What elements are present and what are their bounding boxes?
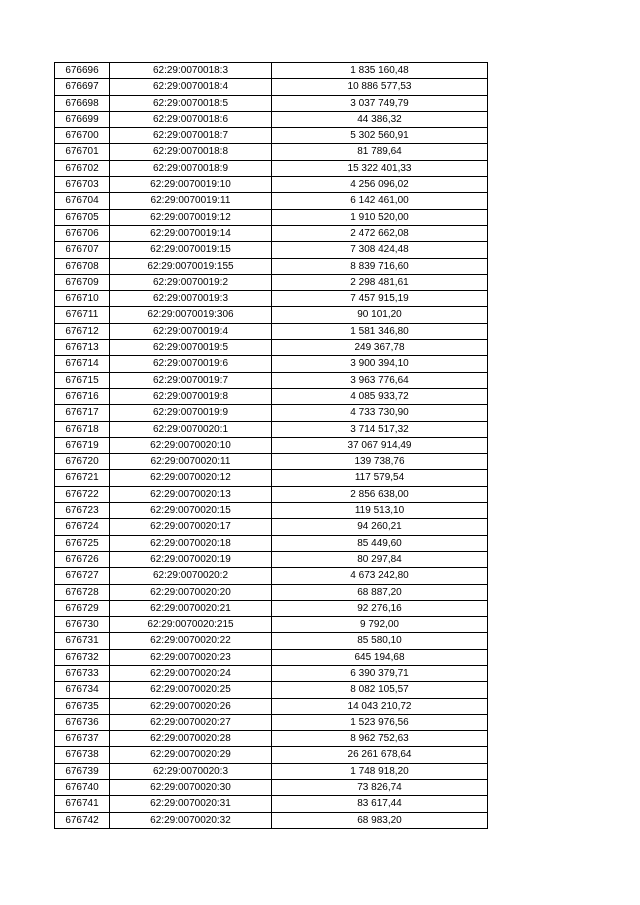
cadastral-number-cell: 62:29:0070019:4 (110, 323, 272, 339)
table-row (55, 177, 488, 193)
cadastral-value-cell: 80 297,84 (272, 551, 488, 567)
table-row (55, 470, 488, 486)
cadastral-number-cell: 62:29:0070019:7 (110, 372, 272, 388)
cadastral-number-cell: 62:29:0070018:8 (110, 144, 272, 160)
cadastral-value-cell: 15 322 401,33 (272, 160, 488, 176)
table-row (55, 79, 488, 95)
cadastral-value-cell: 1 835 160,48 (272, 63, 488, 79)
table-row (55, 486, 488, 502)
table-row (55, 356, 488, 372)
table-row (55, 144, 488, 160)
row-number-cell: 676739 (55, 763, 110, 779)
table-row (55, 388, 488, 404)
cadastral-value-cell: 85 580,10 (272, 633, 488, 649)
cadastral-value-cell: 2 856 638,00 (272, 486, 488, 502)
cadastral-value-cell: 9 792,00 (272, 617, 488, 633)
cadastral-number-cell: 62:29:0070018:7 (110, 128, 272, 144)
row-number-cell: 676709 (55, 274, 110, 290)
table-row (55, 111, 488, 127)
row-number-cell: 676741 (55, 796, 110, 812)
table-row (55, 372, 488, 388)
cadastral-number-cell: 62:29:0070019:155 (110, 258, 272, 274)
row-number-cell: 676728 (55, 584, 110, 600)
cadastral-value-cell: 26 261 678,64 (272, 747, 488, 763)
cadastral-value-cell: 6 142 461,00 (272, 193, 488, 209)
cadastral-number-cell: 62:29:0070020:2 (110, 568, 272, 584)
table-row (55, 421, 488, 437)
cadastral-value-cell: 6 390 379,71 (272, 665, 488, 681)
table-row (55, 519, 488, 535)
row-number-cell: 676737 (55, 731, 110, 747)
cadastral-number-cell: 62:29:0070020:19 (110, 551, 272, 567)
table-row (55, 600, 488, 616)
table-row (55, 796, 488, 812)
row-number-cell: 676718 (55, 421, 110, 437)
cadastral-number-cell: 62:29:0070020:3 (110, 763, 272, 779)
row-number-cell: 676727 (55, 568, 110, 584)
cadastral-number-cell: 62:29:0070020:13 (110, 486, 272, 502)
table-row (55, 323, 488, 339)
cadastral-number-cell: 62:29:0070020:12 (110, 470, 272, 486)
table-row (55, 340, 488, 356)
row-number-cell: 676736 (55, 714, 110, 730)
cadastral-value-cell: 3 037 749,79 (272, 95, 488, 111)
cadastral-number-cell: 62:29:0070020:30 (110, 780, 272, 796)
cadastral-number-cell: 62:29:0070020:27 (110, 714, 272, 730)
row-number-cell: 676707 (55, 242, 110, 258)
cadastral-value-cell: 94 260,21 (272, 519, 488, 535)
row-number-cell: 676735 (55, 698, 110, 714)
cadastral-value-cell: 44 386,32 (272, 111, 488, 127)
table-row (55, 617, 488, 633)
cadastral-number-cell: 62:29:0070020:22 (110, 633, 272, 649)
cadastral-value-cell: 68 983,20 (272, 812, 488, 828)
cadastral-number-cell: 62:29:0070019:306 (110, 307, 272, 323)
cadastral-value-cell: 8 962 752,63 (272, 731, 488, 747)
cadastral-value-cell: 85 449,60 (272, 535, 488, 551)
cadastral-number-cell: 62:29:0070020:10 (110, 437, 272, 453)
cadastral-value-cell: 1 910 520,00 (272, 209, 488, 225)
table-row (55, 535, 488, 551)
cadastral-value-cell: 3 900 394,10 (272, 356, 488, 372)
row-number-cell: 676702 (55, 160, 110, 176)
cadastral-value-cell: 119 513,10 (272, 503, 488, 519)
cadastral-value-cell: 2 298 481,61 (272, 274, 488, 290)
row-number-cell: 676697 (55, 79, 110, 95)
table-row (55, 307, 488, 323)
row-number-cell: 676730 (55, 617, 110, 633)
table-row (55, 665, 488, 681)
row-number-cell: 676705 (55, 209, 110, 225)
table-row (55, 209, 488, 225)
cadastral-number-cell: 62:29:0070020:20 (110, 584, 272, 600)
cadastral-number-cell: 62:29:0070020:17 (110, 519, 272, 535)
cadastral-number-cell: 62:29:0070019:14 (110, 225, 272, 241)
table-row (55, 747, 488, 763)
cadastral-value-cell: 73 826,74 (272, 780, 488, 796)
row-number-cell: 676706 (55, 225, 110, 241)
cadastral-value-cell: 7 308 424,48 (272, 242, 488, 258)
table-row (55, 193, 488, 209)
table-row (55, 763, 488, 779)
table-row (55, 437, 488, 453)
cadastral-number-cell: 62:29:0070020:25 (110, 682, 272, 698)
row-number-cell: 676740 (55, 780, 110, 796)
row-number-cell: 676729 (55, 600, 110, 616)
cadastral-number-cell: 62:29:0070020:15 (110, 503, 272, 519)
table-row (55, 584, 488, 600)
table-row (55, 649, 488, 665)
table-row (55, 128, 488, 144)
table-row (55, 780, 488, 796)
row-number-cell: 676704 (55, 193, 110, 209)
table-row (55, 258, 488, 274)
table-row (55, 714, 488, 730)
row-number-cell: 676722 (55, 486, 110, 502)
cadastral-value-cell: 1 523 976,56 (272, 714, 488, 730)
cadastral-value-cell: 249 367,78 (272, 340, 488, 356)
cadastral-number-cell: 62:29:0070019:12 (110, 209, 272, 225)
row-number-cell: 676710 (55, 291, 110, 307)
cadastral-number-cell: 62:29:0070020:28 (110, 731, 272, 747)
row-number-cell: 676699 (55, 111, 110, 127)
cadastral-value-cell: 8 082 105,57 (272, 682, 488, 698)
table-row (55, 225, 488, 241)
cadastral-value-cell: 4 256 096,02 (272, 177, 488, 193)
table-row (55, 63, 488, 79)
cadastral-value-cell: 2 472 662,08 (272, 225, 488, 241)
cadastral-number-cell: 62:29:0070020:18 (110, 535, 272, 551)
cadastral-value-cell: 68 887,20 (272, 584, 488, 600)
cadastral-number-cell: 62:29:0070018:5 (110, 95, 272, 111)
row-number-cell: 676696 (55, 63, 110, 79)
row-number-cell: 676713 (55, 340, 110, 356)
cadastral-number-cell: 62:29:0070020:215 (110, 617, 272, 633)
cadastral-number-cell: 62:29:0070020:31 (110, 796, 272, 812)
cadastral-number-cell: 62:29:0070019:11 (110, 193, 272, 209)
cadastral-value-cell: 14 043 210,72 (272, 698, 488, 714)
cadastral-value-cell: 1 581 346,80 (272, 323, 488, 339)
cadastral-value-cell: 7 457 915,19 (272, 291, 488, 307)
table-row (55, 682, 488, 698)
row-number-cell: 676731 (55, 633, 110, 649)
row-number-cell: 676714 (55, 356, 110, 372)
table-row (55, 242, 488, 258)
row-number-cell: 676715 (55, 372, 110, 388)
row-number-cell: 676717 (55, 405, 110, 421)
cadastral-number-cell: 62:29:0070020:32 (110, 812, 272, 828)
row-number-cell: 676708 (55, 258, 110, 274)
cadastral-value-cell: 90 101,20 (272, 307, 488, 323)
cadastral-value-table (54, 62, 488, 829)
cadastral-number-cell: 62:29:0070020:1 (110, 421, 272, 437)
cadastral-value-cell: 83 617,44 (272, 796, 488, 812)
table-row (55, 731, 488, 747)
table-row (55, 568, 488, 584)
cadastral-value-cell: 139 738,76 (272, 454, 488, 470)
table-row (55, 405, 488, 421)
table-row (55, 291, 488, 307)
cadastral-number-cell: 62:29:0070018:3 (110, 63, 272, 79)
table-row (55, 812, 488, 828)
table-row (55, 274, 488, 290)
row-number-cell: 676732 (55, 649, 110, 665)
table-row (55, 503, 488, 519)
row-number-cell: 676703 (55, 177, 110, 193)
row-number-cell: 676701 (55, 144, 110, 160)
cadastral-number-cell: 62:29:0070020:26 (110, 698, 272, 714)
table-row (55, 95, 488, 111)
cadastral-number-cell: 62:29:0070020:24 (110, 665, 272, 681)
row-number-cell: 676723 (55, 503, 110, 519)
cadastral-number-cell: 62:29:0070018:4 (110, 79, 272, 95)
row-number-cell: 676711 (55, 307, 110, 323)
cadastral-value-cell: 37 067 914,49 (272, 437, 488, 453)
row-number-cell: 676738 (55, 747, 110, 763)
row-number-cell: 676698 (55, 95, 110, 111)
cadastral-number-cell: 62:29:0070019:15 (110, 242, 272, 258)
cadastral-value-cell: 117 579,54 (272, 470, 488, 486)
cadastral-value-cell: 5 302 560,91 (272, 128, 488, 144)
row-number-cell: 676716 (55, 388, 110, 404)
table-row (55, 160, 488, 176)
cadastral-number-cell: 62:29:0070019:3 (110, 291, 272, 307)
cadastral-number-cell: 62:29:0070018:9 (110, 160, 272, 176)
row-number-cell: 676724 (55, 519, 110, 535)
table-row (55, 698, 488, 714)
cadastral-number-cell: 62:29:0070019:10 (110, 177, 272, 193)
cadastral-value-cell: 1 748 918,20 (272, 763, 488, 779)
cadastral-value-cell: 3 963 776,64 (272, 372, 488, 388)
cadastral-value-cell: 645 194,68 (272, 649, 488, 665)
cadastral-value-cell: 92 276,16 (272, 600, 488, 616)
cadastral-number-cell: 62:29:0070019:9 (110, 405, 272, 421)
row-number-cell: 676700 (55, 128, 110, 144)
row-number-cell: 676742 (55, 812, 110, 828)
cadastral-number-cell: 62:29:0070019:6 (110, 356, 272, 372)
cadastral-value-cell: 4 733 730,90 (272, 405, 488, 421)
cadastral-value-cell: 3 714 517,32 (272, 421, 488, 437)
cadastral-value-cell: 81 789,64 (272, 144, 488, 160)
row-number-cell: 676712 (55, 323, 110, 339)
row-number-cell: 676719 (55, 437, 110, 453)
cadastral-number-cell: 62:29:0070019:2 (110, 274, 272, 290)
row-number-cell: 676733 (55, 665, 110, 681)
table-body (55, 63, 488, 829)
cadastral-number-cell: 62:29:0070020:29 (110, 747, 272, 763)
row-number-cell: 676720 (55, 454, 110, 470)
cadastral-number-cell: 62:29:0070020:11 (110, 454, 272, 470)
cadastral-value-cell: 10 886 577,53 (272, 79, 488, 95)
cadastral-value-cell: 4 085 933,72 (272, 388, 488, 404)
cadastral-number-cell: 62:29:0070020:21 (110, 600, 272, 616)
cadastral-value-cell: 4 673 242,80 (272, 568, 488, 584)
table-row (55, 454, 488, 470)
table-row (55, 633, 488, 649)
row-number-cell: 676725 (55, 535, 110, 551)
table-row (55, 551, 488, 567)
cadastral-number-cell: 62:29:0070019:8 (110, 388, 272, 404)
cadastral-number-cell: 62:29:0070020:23 (110, 649, 272, 665)
row-number-cell: 676734 (55, 682, 110, 698)
row-number-cell: 676726 (55, 551, 110, 567)
cadastral-number-cell: 62:29:0070019:5 (110, 340, 272, 356)
cadastral-value-cell: 8 839 716,60 (272, 258, 488, 274)
row-number-cell: 676721 (55, 470, 110, 486)
cadastral-number-cell: 62:29:0070018:6 (110, 111, 272, 127)
